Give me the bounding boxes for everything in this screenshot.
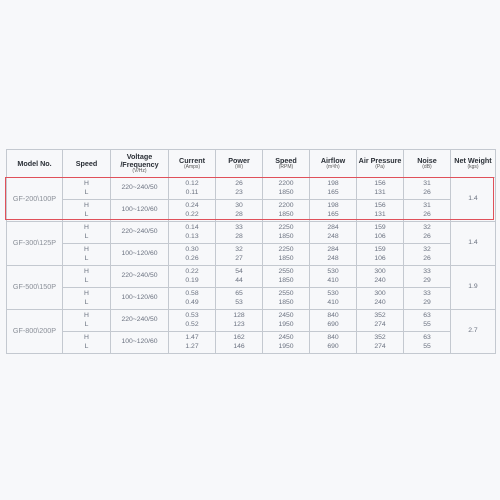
model-name: GF-300\125P [7, 222, 63, 266]
rpm-value: 1850 [278, 254, 294, 262]
power-value: 32 [235, 246, 243, 254]
current-cell [169, 200, 216, 222]
current-cell [169, 310, 216, 332]
speed-value: H [84, 224, 89, 232]
weight-cell: 1.4 [451, 178, 496, 222]
header-rpm: Speed (RPM) [263, 150, 310, 178]
speed-cell [63, 178, 111, 200]
pressure-cell [357, 222, 404, 244]
pressure-value: 240 [374, 276, 386, 284]
pressure-cell [357, 266, 404, 288]
speed-cell [63, 222, 111, 244]
power-value: 54 [235, 268, 243, 276]
current-value: 0.24 [185, 202, 199, 210]
power-value: 146 [233, 342, 245, 350]
airflow-value: 248 [327, 232, 339, 240]
weight-cell: 1.9 [451, 266, 496, 310]
noise-cell [404, 244, 451, 266]
header-pressure: Air Pressure (Pa) [357, 150, 404, 178]
pressure-value: 274 [374, 342, 386, 350]
rpm-cell [263, 222, 310, 244]
pressure-value: 240 [374, 298, 386, 306]
airflow-cell [310, 178, 357, 200]
power-cell [216, 200, 263, 222]
pressure-value: 300 [374, 268, 386, 276]
current-value: 0.30 [185, 246, 199, 254]
speed-cell [63, 266, 111, 288]
voltage-cell: 220~240/50 [111, 178, 169, 200]
power-value: 33 [235, 224, 243, 232]
pressure-value: 156 [374, 202, 386, 210]
rpm-value: 2450 [278, 334, 294, 342]
power-value: 44 [235, 276, 243, 284]
current-value: 0.11 [185, 188, 199, 196]
table-row [7, 266, 496, 288]
power-cell [216, 288, 263, 310]
spec-body [7, 178, 496, 354]
header-current: Current (Amps) [169, 150, 216, 178]
pressure-value: 106 [374, 232, 386, 240]
speed-value: H [84, 268, 89, 276]
current-value: 1.27 [185, 342, 199, 350]
current-cell [169, 288, 216, 310]
speed-value: L [84, 188, 89, 196]
noise-value: 31 [423, 180, 431, 188]
power-cell [216, 244, 263, 266]
speed-value: L [84, 254, 89, 262]
noise-value: 29 [423, 276, 431, 284]
speed-value: L [84, 320, 89, 328]
noise-value: 29 [423, 298, 431, 306]
header-voltage: Voltage /Frequency (V/Hz) [111, 150, 169, 178]
power-value: 26 [235, 180, 243, 188]
rpm-value: 2550 [278, 268, 294, 276]
airflow-value: 165 [327, 210, 339, 218]
noise-value: 33 [423, 290, 431, 298]
speed-value: H [84, 180, 89, 188]
current-value: 0.52 [185, 320, 199, 328]
rpm-value: 1850 [278, 276, 294, 284]
speed-value: L [84, 298, 89, 306]
noise-value: 26 [423, 232, 431, 240]
airflow-cell [310, 310, 357, 332]
noise-cell [404, 266, 451, 288]
rpm-cell [263, 244, 310, 266]
airflow-value: 530 [327, 268, 339, 276]
current-cell [169, 332, 216, 354]
power-value: 27 [235, 254, 243, 262]
rpm-cell [263, 310, 310, 332]
speed-cell [63, 288, 111, 310]
speed-value: L [84, 232, 89, 240]
power-cell [216, 310, 263, 332]
current-cell [169, 244, 216, 266]
noise-cell [404, 288, 451, 310]
header-power: Power (W) [216, 150, 263, 178]
power-value: 28 [235, 232, 243, 240]
current-value: 0.12 [185, 180, 199, 188]
airflow-value: 690 [327, 342, 339, 350]
rpm-cell [263, 200, 310, 222]
noise-value: 63 [423, 334, 431, 342]
speed-cell [63, 244, 111, 266]
noise-cell [404, 332, 451, 354]
noise-value: 33 [423, 268, 431, 276]
current-cell [169, 178, 216, 200]
current-value: 0.49 [185, 298, 199, 306]
airflow-value: 284 [327, 224, 339, 232]
speed-value: H [84, 246, 89, 254]
spec-table [6, 149, 496, 354]
airflow-value: 840 [327, 312, 339, 320]
rpm-value: 2550 [278, 290, 294, 298]
header-airflow: Airflow (m³/h) [310, 150, 357, 178]
header-noise: Noise (dB) [404, 150, 451, 178]
voltage-cell: 100~120/60 [111, 332, 169, 354]
airflow-value: 690 [327, 320, 339, 328]
current-value: 0.22 [185, 210, 199, 218]
speed-cell [63, 200, 111, 222]
noise-cell [404, 310, 451, 332]
airflow-value: 198 [327, 180, 339, 188]
current-value: 0.26 [185, 254, 199, 262]
pressure-value: 274 [374, 320, 386, 328]
current-value: 0.22 [185, 268, 199, 276]
current-value: 0.19 [185, 276, 199, 284]
rpm-value: 1850 [278, 298, 294, 306]
airflow-value: 410 [327, 298, 339, 306]
power-cell [216, 178, 263, 200]
table-row [7, 288, 496, 310]
airflow-value: 198 [327, 202, 339, 210]
airflow-value: 248 [327, 254, 339, 262]
airflow-cell [310, 244, 357, 266]
noise-cell [404, 178, 451, 200]
noise-cell [404, 222, 451, 244]
rpm-cell [263, 266, 310, 288]
power-value: 65 [235, 290, 243, 298]
table-row [7, 200, 496, 222]
rpm-cell [263, 288, 310, 310]
rpm-value: 1850 [278, 210, 294, 218]
rpm-value: 1850 [278, 188, 294, 196]
rpm-cell [263, 178, 310, 200]
noise-value: 26 [423, 188, 431, 196]
header-weight: Net Weight (kgs) [451, 150, 496, 178]
rpm-value: 1850 [278, 232, 294, 240]
rpm-cell [263, 332, 310, 354]
airflow-cell [310, 332, 357, 354]
current-value: 0.13 [185, 232, 199, 240]
pressure-value: 352 [374, 334, 386, 342]
pressure-value: 131 [374, 210, 386, 218]
weight-cell: 1.4 [451, 222, 496, 266]
voltage-cell: 220~240/50 [111, 266, 169, 288]
voltage-cell: 100~120/60 [111, 244, 169, 266]
noise-cell [404, 200, 451, 222]
noise-value: 26 [423, 254, 431, 262]
power-value: 123 [233, 320, 245, 328]
speed-value: L [84, 342, 89, 350]
noise-value: 55 [423, 342, 431, 350]
speed-value: H [84, 202, 89, 210]
speed-value: H [84, 334, 89, 342]
noise-value: 63 [423, 312, 431, 320]
rpm-value: 2250 [278, 246, 294, 254]
model-name: GF-500\150P [7, 266, 63, 310]
pressure-cell [357, 244, 404, 266]
power-value: 128 [233, 312, 245, 320]
voltage-cell: 100~120/60 [111, 288, 169, 310]
noise-value: 55 [423, 320, 431, 328]
airflow-cell [310, 266, 357, 288]
table-row [7, 222, 496, 244]
speed-value: L [84, 210, 89, 218]
current-value: 1.47 [185, 334, 199, 342]
pressure-value: 300 [374, 290, 386, 298]
airflow-value: 410 [327, 276, 339, 284]
airflow-cell [310, 200, 357, 222]
pressure-value: 352 [374, 312, 386, 320]
model-name: GF-800\200P [7, 310, 63, 354]
speed-value: H [84, 290, 89, 298]
power-cell [216, 332, 263, 354]
speed-cell [63, 310, 111, 332]
pressure-cell [357, 288, 404, 310]
voltage-cell: 220~240/50 [111, 222, 169, 244]
rpm-value: 2200 [278, 202, 294, 210]
airflow-value: 530 [327, 290, 339, 298]
airflow-cell [310, 222, 357, 244]
airflow-value: 840 [327, 334, 339, 342]
noise-value: 26 [423, 210, 431, 218]
current-value: 0.58 [185, 290, 199, 298]
table-row [7, 178, 496, 200]
header-speed: Speed [63, 150, 111, 178]
rpm-value: 2250 [278, 224, 294, 232]
pressure-value: 156 [374, 180, 386, 188]
pressure-value: 159 [374, 246, 386, 254]
current-cell [169, 222, 216, 244]
table-row [7, 244, 496, 266]
current-cell [169, 266, 216, 288]
pressure-cell [357, 310, 404, 332]
pressure-value: 131 [374, 188, 386, 196]
power-value: 53 [235, 298, 243, 306]
power-cell [216, 222, 263, 244]
current-value: 0.14 [185, 224, 199, 232]
airflow-value: 165 [327, 188, 339, 196]
power-cell [216, 266, 263, 288]
voltage-cell: 100~120/60 [111, 200, 169, 222]
table-row [7, 310, 496, 332]
rpm-value: 1950 [278, 342, 294, 350]
pressure-value: 106 [374, 254, 386, 262]
airflow-cell [310, 288, 357, 310]
current-value: 0.53 [185, 312, 199, 320]
power-value: 28 [235, 210, 243, 218]
power-value: 162 [233, 334, 245, 342]
voltage-cell: 220~240/50 [111, 310, 169, 332]
header-row [7, 150, 496, 178]
rpm-value: 2450 [278, 312, 294, 320]
table-row [7, 332, 496, 354]
speed-value: H [84, 312, 89, 320]
noise-value: 31 [423, 202, 431, 210]
pressure-cell [357, 178, 404, 200]
power-value: 30 [235, 202, 243, 210]
rpm-value: 2200 [278, 180, 294, 188]
noise-value: 32 [423, 246, 431, 254]
pressure-cell [357, 200, 404, 222]
speed-value: L [84, 276, 89, 284]
noise-value: 32 [423, 224, 431, 232]
power-value: 23 [235, 188, 243, 196]
airflow-value: 284 [327, 246, 339, 254]
speed-cell [63, 332, 111, 354]
pressure-value: 159 [374, 224, 386, 232]
weight-cell: 2.7 [451, 310, 496, 354]
pressure-cell [357, 332, 404, 354]
rpm-value: 1950 [278, 320, 294, 328]
header-model: Model No. [7, 150, 63, 178]
model-name: GF-200\100P [7, 178, 63, 222]
